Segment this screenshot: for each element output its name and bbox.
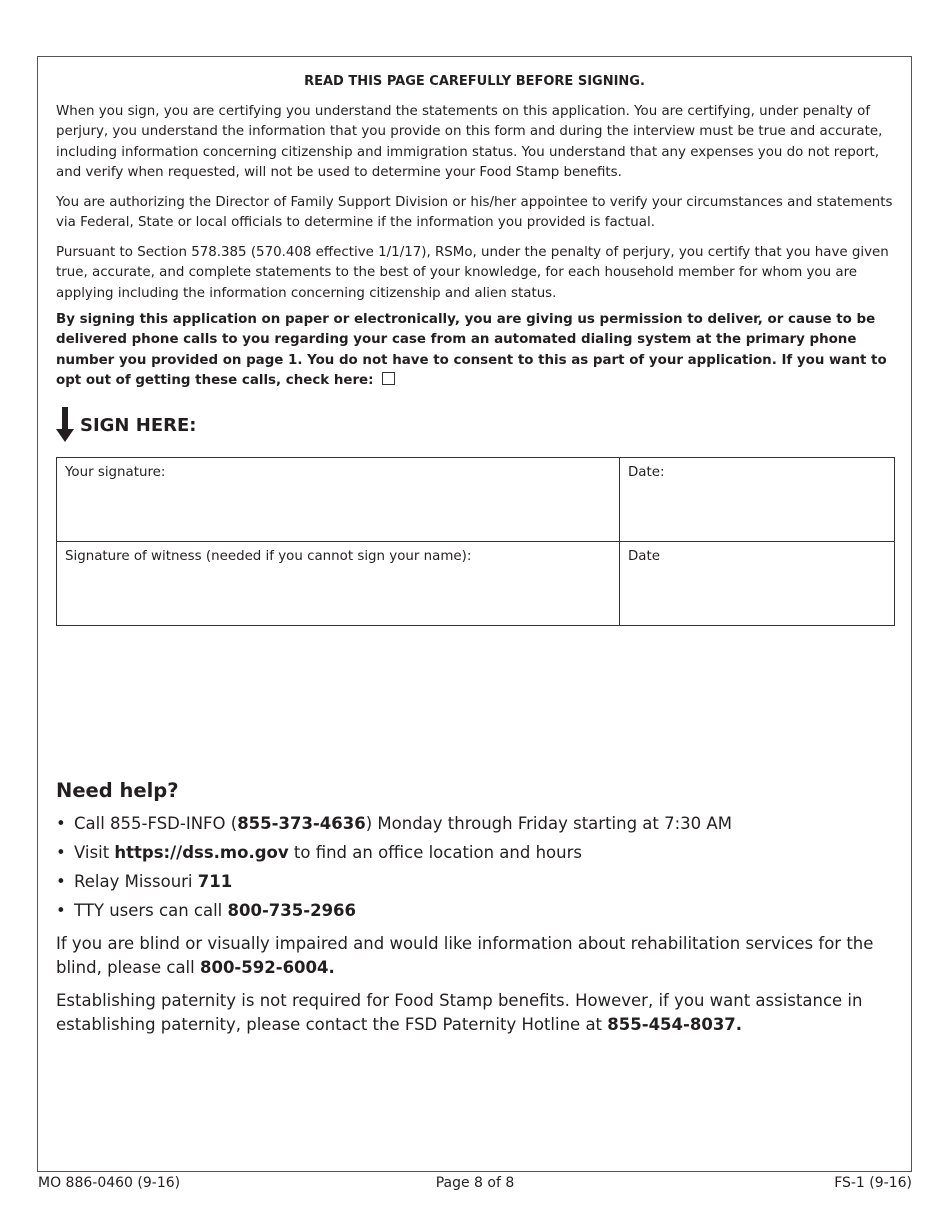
date-field[interactable] bbox=[620, 458, 894, 541]
sign-here-label: SIGN HERE: bbox=[80, 414, 197, 436]
witness-row bbox=[57, 541, 894, 625]
sign-here-heading bbox=[56, 405, 196, 445]
witness-date-label: Date bbox=[628, 549, 661, 564]
arrow-down-icon bbox=[56, 407, 74, 443]
help-item-website: • Visit https://dss.mo.gov to find an office location and hours bbox=[56, 841, 732, 870]
relay-number: 711 bbox=[197, 872, 233, 891]
paternity-paragraph: Establishing paternity is not required for Food Stamp benefits. However, if you want assistance in establishing paternity, please contact the FSD Paternity Hotline at 855-454-8037. bbox=[56, 991, 863, 1034]
date-label: Date: bbox=[628, 465, 665, 480]
help-item-tty: • TTY users can call 800-735-2966 bbox=[56, 899, 732, 928]
tty-number: 800-735-2966 bbox=[227, 901, 357, 920]
form-code: FS-1 (9-16) bbox=[834, 1175, 912, 1191]
form-number: MO 886-0460 (9-16) bbox=[38, 1175, 181, 1191]
witness-signature-field[interactable] bbox=[57, 542, 620, 625]
your-signature-field[interactable] bbox=[57, 458, 620, 541]
page-frame bbox=[37, 56, 912, 1172]
page-number: Page 8 of 8 bbox=[435, 1175, 515, 1191]
blind-services-number: 800-592-6004. bbox=[199, 958, 335, 977]
info-phone-number: 855-373-4636 bbox=[237, 814, 366, 833]
help-list bbox=[56, 812, 732, 928]
consent-paragraph bbox=[56, 310, 900, 391]
witness-signature-label: Signature of witness (needed if you cannot sign your name): bbox=[65, 549, 472, 564]
help-item-relay: • Relay Missouri 711 bbox=[56, 870, 732, 899]
consent-text: By signing this application on paper or electronically, you are giving us permission to deliver, or cause to be delivered phone calls to you regarding your case from an automated dialing system at the primary phone number you provided on page 1. You do not have to consent to this as part of your application. If you want to opt out of getting these calls, check here: bbox=[56, 312, 887, 388]
bullet-icon: • bbox=[56, 814, 66, 833]
your-signature-label: Your signature: bbox=[65, 465, 166, 480]
bullet-icon: • bbox=[56, 901, 66, 920]
witness-date-field[interactable] bbox=[620, 542, 894, 625]
signature-row bbox=[57, 458, 894, 541]
opt-out-checkbox[interactable] bbox=[382, 372, 395, 385]
bullet-icon: • bbox=[56, 872, 66, 891]
perjury-paragraph: Pursuant to Section 578.385 (570.408 effective 1/1/17), RSMo, under the penalty of perjury, you certify that you have given true, accurate, and complete statements to the best of your knowledge, for each household member for whom you are applying including the information concerning citizenship and alien status. bbox=[56, 245, 889, 301]
page-heading: READ THIS PAGE CAREFULLY BEFORE SIGNING. bbox=[304, 74, 645, 89]
paternity-hotline-number: 855-454-8037. bbox=[607, 1015, 743, 1034]
certification-paragraph: When you sign, you are certifying you understand the statements on this application. You are certifying, under penalty of perjury, you understand the information that you provide on this form and during the interview must be true and accurate, including information concerning citizenship and immigration status. You understand that any expenses you do not report, and verify when requested, will not be used to determine your Food Stamp benefits. bbox=[56, 104, 883, 180]
bullet-icon: • bbox=[56, 843, 66, 862]
dss-website-link[interactable]: https://dss.mo.gov bbox=[114, 843, 289, 862]
help-title: Need help? bbox=[56, 779, 179, 802]
help-item-phone: • Call 855-FSD-INFO (855-373-4636) Monday through Friday starting at 7:30 AM bbox=[56, 812, 732, 841]
blind-services-paragraph: If you are blind or visually impaired and would like information about rehabilitation services for the blind, please call 800-592-6004. bbox=[56, 934, 874, 977]
authorization-paragraph: You are authorizing the Director of Family Support Division or his/her appointee to verify your circumstances and statements via Federal, State or local officials to determine if the information you provided is factual. bbox=[56, 195, 893, 231]
signature-table bbox=[56, 457, 895, 626]
